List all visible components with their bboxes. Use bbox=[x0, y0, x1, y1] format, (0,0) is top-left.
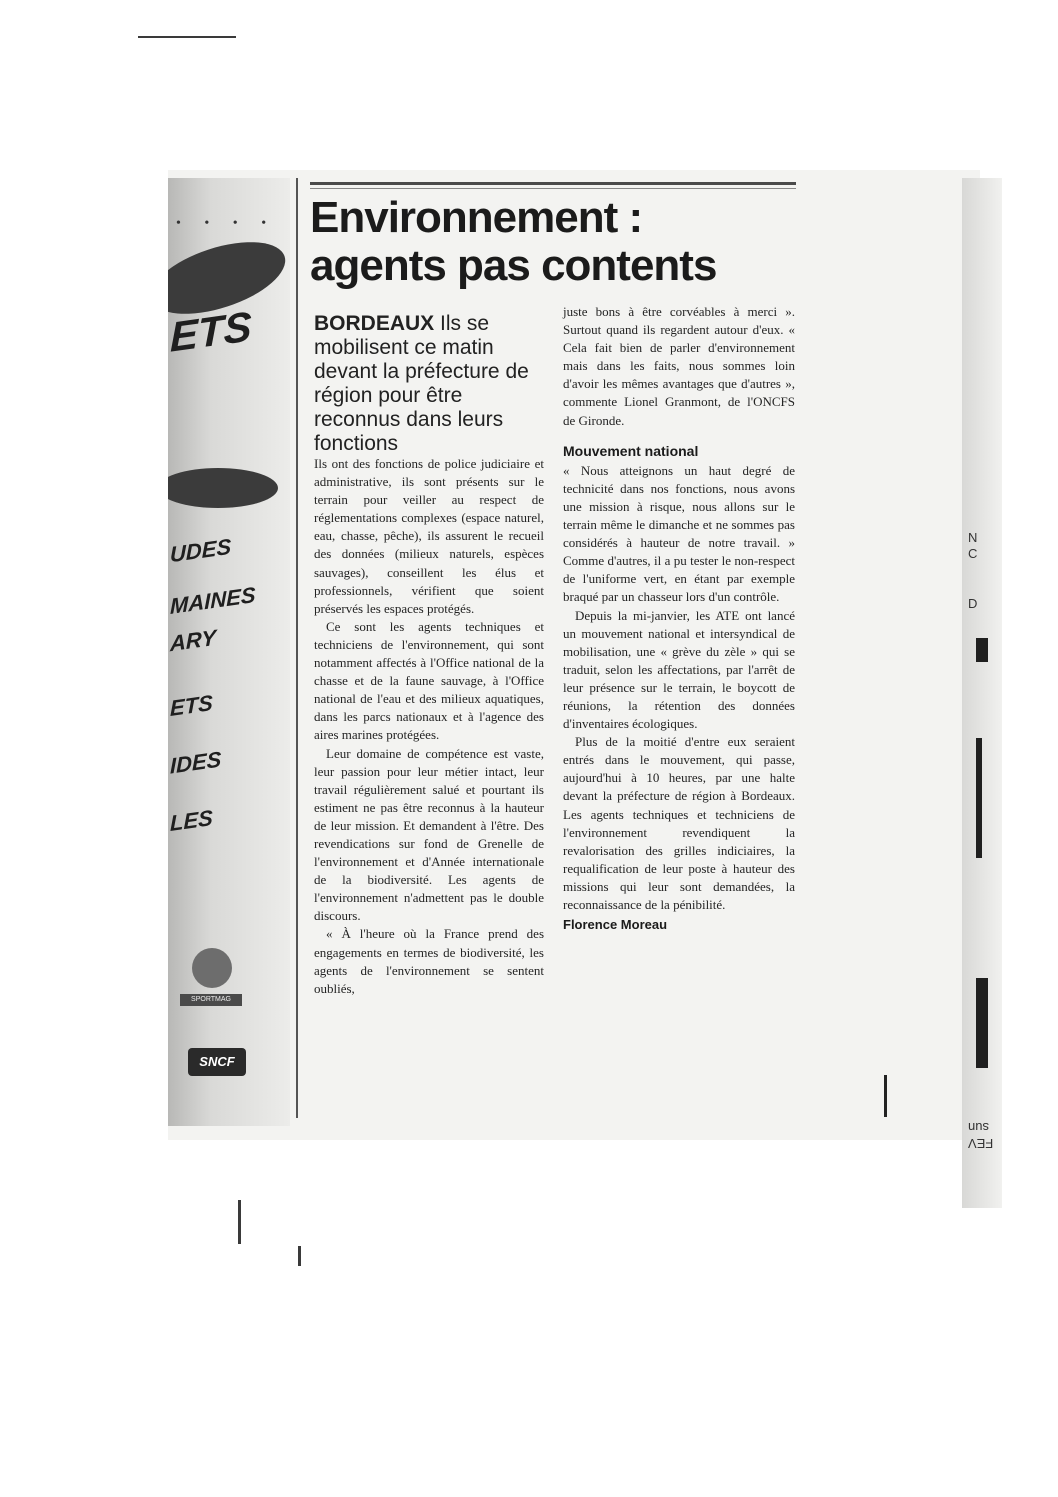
article-headline bbox=[310, 194, 780, 290]
section-subhead: Mouvement national bbox=[563, 442, 699, 459]
column-divider bbox=[296, 178, 298, 1118]
ad-fragment-7: LES bbox=[170, 804, 213, 837]
ad-fragment-1: ETS bbox=[170, 302, 252, 361]
lead-city: BORDEAUX bbox=[314, 312, 435, 335]
ad-fragment-5: ETS bbox=[170, 689, 213, 722]
strip-fragment: sun bbox=[968, 1120, 989, 1135]
ad-round-logo bbox=[192, 948, 232, 988]
paragraph: Ils ont des fonctions de police judiciaire et administrative, ils sont présents sur le terrain pour veiller au respect de réglementations complexes (espace naturel, eau, chasse, pêche), ils assurent le recueil des données (milieux naturels, espèces sauvages), conseillent les élus et professionnels, vérifient que soient préservés les espaces protégés. bbox=[314, 456, 544, 616]
paragraph: Plus de la moitié d'entre eux seraient entrés dans le mouvement, qui passe, aujourd'hui à 10 heures, par une halte devant la préfecture de région à Bordeaux. Les agents techniques et techniciens de l'environnement revendiquent la revalorisation des grilles indiciaires, la requalification de leur poste à hauteur des missions qui leur sont demandées, la reconnaissance de la pénibilité. bbox=[563, 734, 795, 912]
ad-fragment-6: IDES bbox=[170, 746, 222, 779]
strip-dark-bar bbox=[976, 978, 988, 1068]
lead-text: Ils se mobilisent ce matin devant la préfecture de région pour être reconnus dans leurs fonctions bbox=[314, 312, 529, 455]
strip-dark-bar bbox=[976, 638, 988, 662]
margin-mark bbox=[884, 1075, 887, 1117]
article-column-1 bbox=[314, 455, 544, 998]
paragraph: « Nous atteignons un haut degré de technicité dans nos fonctions, nous avons une mission à risque, nous allons sur le terrain même le dimanche et ne sommes pas considérés à hauteur de notre travail. » Comme d'autres, il a pu tester le non-respect de l'uniforme vert, en étant par exemple braqué par un chasseur lors d'un contrôle. bbox=[563, 462, 795, 605]
ad-fragment-2: UDES bbox=[170, 533, 232, 568]
strip-dark-bar bbox=[976, 738, 982, 858]
scan-mark-bottom-2 bbox=[298, 1246, 301, 1266]
paragraph: Depuis la mi-janvier, les ATE ont lancé un mouvement national et intersyndical de mobilisation, une « grève du zèle » qui se traduit, selon les affectations, par l'arrêt de leur présence sur le terrain, le boycott de réunions, la rétention des données d'inventaires écologiques. bbox=[563, 607, 795, 732]
strip-fragment: N bbox=[968, 530, 978, 545]
byline: Florence Moreau bbox=[563, 917, 668, 933]
sncf-logo: SNCF bbox=[188, 1048, 246, 1076]
scan-line-top bbox=[138, 36, 236, 38]
right-page-strip bbox=[962, 178, 1002, 1208]
paragraph: Leur domaine de compétence est vaste, leur passion pour leur métier intact, leur travail régulièrement salué et pourtant ils estiment ne pas être reconnus à la hauteur de leur mission. Et demandent à l'être. Des revendications sur fond de Grenelle de l'environnement et d'Année internationale de la biodiversité. Les agents de l'environnement n'admettent pas le double discours. bbox=[314, 745, 544, 924]
ad-dot-row: • • • • bbox=[176, 216, 277, 231]
paragraph: « À l'heure où la France prend des engagements en termes de biodiversité, les agents de l'environnement se sentent oubliés, bbox=[314, 926, 544, 996]
top-rule-thin bbox=[310, 188, 796, 189]
scan-mark-bottom bbox=[238, 1200, 241, 1244]
ad-fragment-3: MAINES bbox=[170, 581, 256, 620]
ad-fragment-4: ARY bbox=[170, 624, 217, 657]
left-advertisement bbox=[168, 178, 290, 1126]
top-rule bbox=[310, 182, 796, 185]
headline-line-1: Environnement : bbox=[310, 193, 643, 242]
paragraph: juste bons à être corvéables à merci ». Surtout quand ils regardent autour d'eux. « Cela fait bien de parler d'environnement mais dans les faits, nous sommes loin d'avoir les mêmes avantages que d'autres », commente Lionel Granmont, de l'ONCFS de Gironde. bbox=[563, 304, 795, 428]
ad-tag: SPORTMAG bbox=[180, 994, 242, 1006]
article-column-2 bbox=[563, 303, 795, 934]
ad-dark-shape-2 bbox=[168, 468, 278, 508]
headline-line-2: agents pas contents bbox=[310, 241, 717, 290]
strip-fragment: D bbox=[968, 596, 978, 611]
strip-fragment: C bbox=[968, 546, 978, 561]
article-lead bbox=[314, 312, 550, 456]
paragraph: Ce sont les agents techniques et techniciens de l'environnement, qui sont notamment affectés à l'Office national de la chasse et de la faune sauvage, à l'Office national de l'eau et des milieux aquatiques, dans les parcs nationaux et à l'agence des aires marines protégées. bbox=[314, 618, 544, 743]
strip-fragment: FEV bbox=[968, 1136, 994, 1151]
